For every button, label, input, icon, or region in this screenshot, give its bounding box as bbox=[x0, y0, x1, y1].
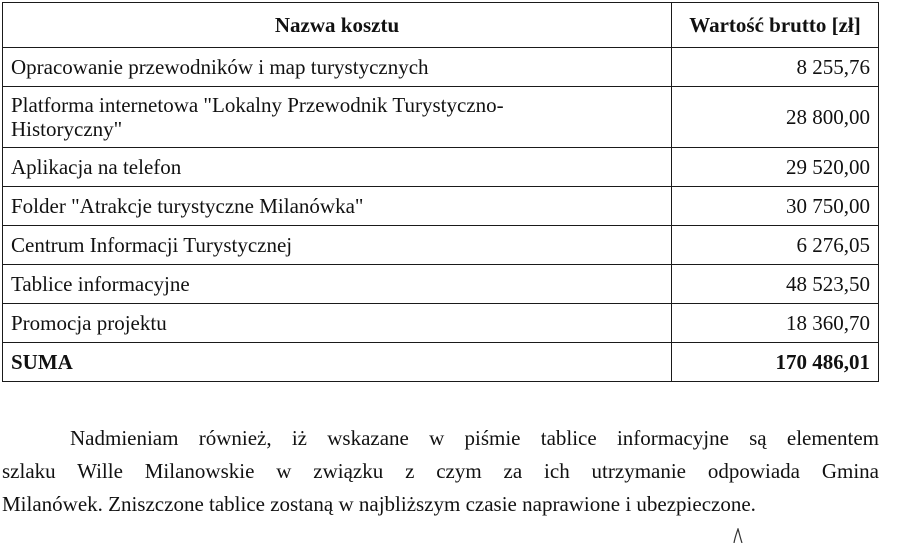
cost-value: 30 750,00 bbox=[672, 187, 879, 226]
cost-name-cell bbox=[3, 87, 672, 148]
sum-row bbox=[3, 343, 879, 382]
table-row bbox=[3, 148, 879, 187]
table-row bbox=[3, 265, 879, 304]
paragraph-line: szlaku Wille Milanowskie w związku z czym za ich utrzymanie odpowiada Gmina bbox=[2, 459, 879, 483]
table-row bbox=[3, 87, 879, 148]
pen-mark-icon bbox=[732, 528, 744, 543]
cost-value: 8 255,76 bbox=[672, 48, 879, 87]
cost-name-cell bbox=[3, 265, 672, 304]
cost-name: Promocja projektu bbox=[11, 311, 167, 335]
cost-name-cell bbox=[3, 304, 672, 343]
header-gross-value: Wartość brutto [zł] bbox=[672, 3, 879, 48]
cost-name-cell bbox=[3, 226, 672, 265]
cost-value: 18 360,70 bbox=[672, 304, 879, 343]
table-header-row bbox=[3, 3, 879, 48]
cost-name-cell bbox=[3, 148, 672, 187]
header-cost-name: Nazwa kosztu bbox=[3, 3, 672, 48]
cost-name: Folder "Atrakcje turystyczne Milanówka" bbox=[11, 194, 364, 218]
cost-name: Opracowanie przewodników i map turystycznych bbox=[11, 55, 429, 79]
paragraph-line: Nadmieniam również, iż wskazane w piśmie tablice informacyjne są elementem bbox=[70, 426, 879, 450]
cost-name: Centrum Informacji Turystycznej bbox=[11, 233, 293, 257]
paragraph-line: Milanówek. Zniszczone tablice zostaną w najbliższym czasie naprawione i ubezpieczone. bbox=[2, 492, 756, 516]
table-row bbox=[3, 304, 879, 343]
cost-name-cell bbox=[3, 48, 672, 87]
cost-value: 48 523,50 bbox=[672, 265, 879, 304]
cost-name: Aplikacja na telefon bbox=[11, 155, 182, 179]
table-row bbox=[3, 48, 879, 87]
table-row bbox=[3, 226, 879, 265]
body-paragraph bbox=[2, 422, 879, 521]
table-row bbox=[3, 187, 879, 226]
sum-label: SUMA bbox=[3, 343, 672, 382]
cost-table bbox=[2, 2, 879, 382]
cost-name: Platforma internetowa "Lokalny Przewodnik Turystyczno- bbox=[11, 93, 504, 117]
cost-name: Tablice informacyjne bbox=[11, 272, 190, 296]
cost-value: 28 800,00 bbox=[672, 87, 879, 148]
cost-name-continued: Historyczny" bbox=[11, 117, 123, 141]
sum-value: 170 486,01 bbox=[672, 343, 879, 382]
cost-value: 29 520,00 bbox=[672, 148, 879, 187]
cost-value: 6 276,05 bbox=[672, 226, 879, 265]
cost-name-cell bbox=[3, 187, 672, 226]
